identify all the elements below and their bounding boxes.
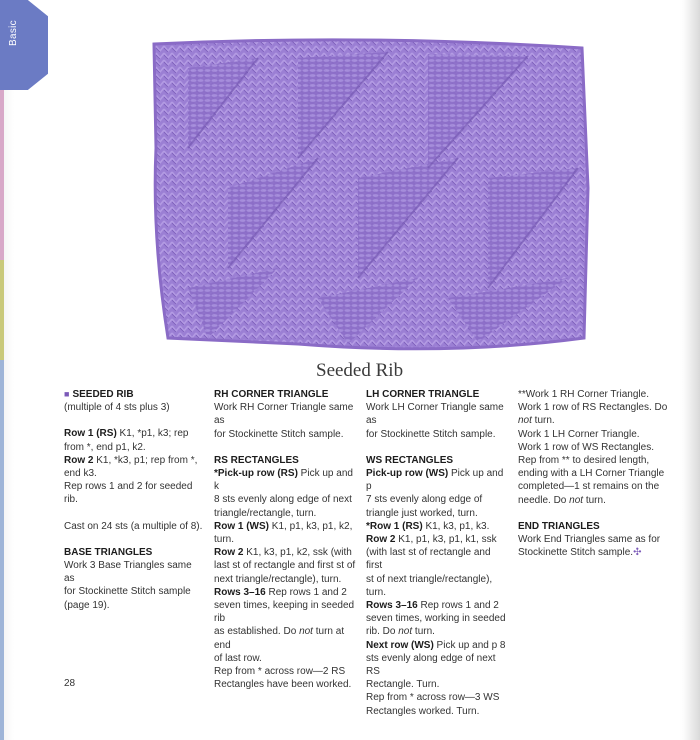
page-gutter-shadow (684, 0, 700, 740)
rows-3-16-instruction: Rows 3–16 Rep rows 1 and 2 (366, 600, 499, 612)
row-2-cont: last st of rectangle and first st of (214, 560, 356, 572)
knitted-swatch-photo (148, 38, 590, 356)
row-1-instruction: Row 1 (WS) K1, p1, k3, p1, k2, (214, 520, 353, 532)
multiple-note: (multiple of 4 sts plus 3) (64, 402, 170, 414)
sequence-line: completed—1 st remains on the (518, 481, 660, 493)
row-2-cont: turn. (366, 586, 387, 598)
row-2-instruction: Row 2 K1, *k3, p1; rep from *, (64, 454, 198, 466)
column-4 (518, 388, 668, 559)
rows-3-16-instruction: Rows 3–16 Rep rows 1 and 2 (214, 586, 347, 598)
row-1-instruction: Row 1 (RS) K1, *p1, k3; rep (64, 428, 189, 440)
end-triangles-line: Stockinette Stitch sample.✣ (518, 547, 642, 559)
pickup-row-cont: 8 sts evenly along edge of next (214, 494, 352, 506)
row-2-cont: st of next triangle/rectangle), (366, 573, 493, 585)
rows-3-16-cont: as established. Do not turn at end (214, 626, 345, 651)
pickup-row-cont: triangle just worked, turn. (366, 507, 478, 519)
rh-corner-line: Work RH Corner Triangle same as (214, 402, 354, 427)
page-number: 28 (64, 678, 76, 689)
row-2-cont: next triangle/rectangle), turn. (214, 573, 342, 585)
column-2 (214, 388, 356, 691)
pickup-row-cont: 7 sts evenly along edge of (366, 494, 483, 506)
sequence-line: ending with a LH Corner Triangle (518, 468, 665, 480)
row-1-instruction: *Row 1 (RS) K1, k3, p1, k3. (366, 520, 490, 532)
end-triangles-heading: END TRIANGLES (518, 520, 600, 532)
next-row-instruction: Next row (WS) Pick up and p 8 (366, 639, 506, 651)
rows-3-16-cont: seven times, keeping in seeded rib (214, 600, 355, 625)
end-mark-icon: ✣ (633, 547, 642, 559)
row-2-instruction: Row 2 K1, k3, p1, k2, ssk (with (214, 547, 352, 559)
sequence-line: Rep from ** to desired length, (518, 455, 650, 467)
sequence-line: Work 1 LH Corner Triangle. (518, 428, 640, 440)
next-row-cont: sts evenly along edge of next RS (366, 652, 496, 678)
pickup-row-instruction: *Pick-up row (RS) Pick up and k (214, 468, 353, 493)
repeat-note: Rep from * across row—2 RS (214, 666, 346, 678)
base-triangles-line: Work 3 Base Triangles same as (64, 560, 192, 585)
column-3 (366, 388, 508, 718)
rh-corner-heading: RH CORNER TRIANGLE (214, 389, 329, 400)
row-2-instruction: Row 2 K1, p1, k3, p1, k1, ssk (366, 534, 497, 546)
lh-corner-line: Work LH Corner Triangle same as (366, 402, 504, 427)
sequence-line: Work 1 row of RS Rectangles. Do (518, 402, 668, 414)
repeat-note: Rectangles have been worked. (214, 679, 352, 691)
rh-corner-line: for Stockinette Stitch sample. (214, 428, 344, 440)
repeat-note: Rep from * across row—3 WS (366, 692, 500, 704)
section-tab-label: Basic (8, 20, 19, 46)
column-1 (64, 388, 204, 612)
base-triangles-heading: BASE TRIANGLES (64, 546, 153, 558)
sequence-line: needle. Do not turn. (518, 494, 606, 506)
square-bullet-icon: ■ (64, 389, 70, 399)
row-1-cont: turn. (214, 534, 235, 546)
repeat-note: Rectangles worked. Turn. (366, 705, 480, 717)
lh-corner-line: for Stockinette Stitch sample. (366, 428, 496, 440)
sequence-line: not turn. (518, 415, 555, 427)
row-2-cont: (with last st of rectangle and first (366, 547, 491, 572)
sequence-line: **Work 1 RH Corner Triangle. (518, 389, 649, 400)
next-row-cont: Rectangle. Turn. (366, 679, 440, 691)
ws-rectangles-heading: WS RECTANGLES (366, 454, 454, 466)
rows-3-16-cont: seven times, working in seeded (366, 613, 506, 625)
end-triangles-line: Work End Triangles same as for (518, 534, 661, 546)
row-2-instruction-cont: end k3. (64, 468, 97, 480)
cast-on-note: Cast on 24 sts (a multiple of 8). (64, 520, 203, 532)
lh-corner-heading: LH CORNER TRIANGLE (366, 389, 480, 400)
rs-rectangles-heading: RS RECTANGLES (214, 454, 299, 466)
pickup-row-instruction: Pick-up row (WS) Pick up and p (366, 468, 504, 493)
base-triangles-line: for Stockinette Stitch sample (64, 586, 191, 598)
seeded-rib-heading: ■ SEEDED RIB (64, 389, 134, 400)
rows-3-16-cont: rib. Do not turn. (366, 626, 435, 638)
page-edge-strip (0, 0, 4, 740)
row-1-instruction-cont: from *, end p1, k2. (64, 441, 146, 453)
pickup-row-cont: triangle/rectangle, turn. (214, 507, 317, 519)
sequence-line: Work 1 row of WS Rectangles. (518, 441, 654, 453)
base-triangles-line: (page 19). (64, 599, 110, 611)
repeat-note: Rep rows 1 and 2 for seeded rib. (64, 481, 193, 506)
rows-3-16-cont: of last row. (214, 652, 262, 664)
swatch-caption: Seeded Rib (316, 360, 404, 381)
